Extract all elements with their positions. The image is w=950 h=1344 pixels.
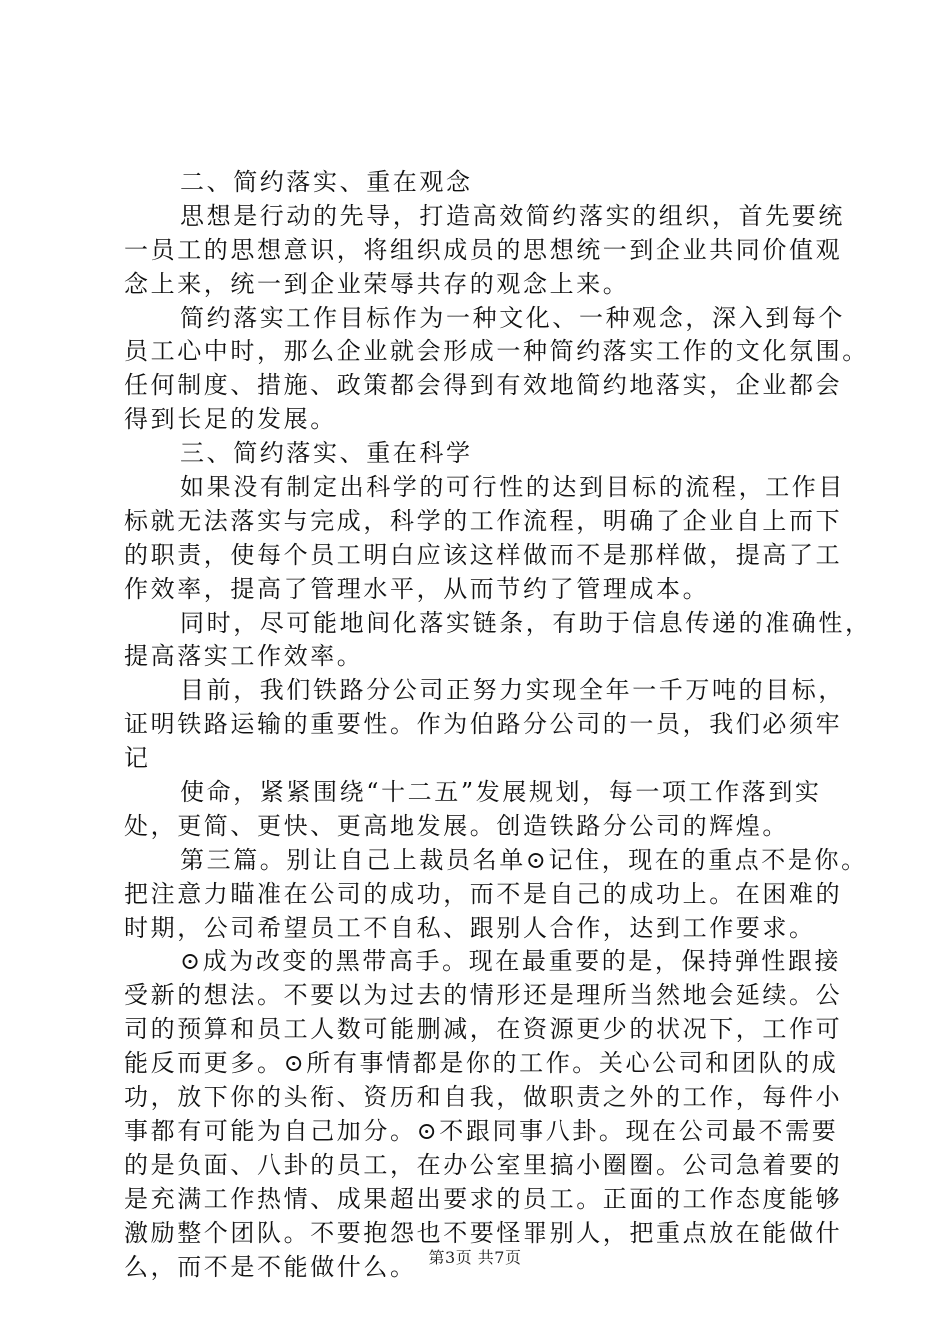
paragraph-line: 一员工的思想意识，将组织成员的思想统一到企业共同价值观: [124, 235, 843, 264]
paragraph-line: 把注意力瞄准在公司的成功，而不是自己的成功上。在困难的: [124, 879, 843, 908]
paragraph-line: 的是负面、八卦的员工，在办公室里搞小圈圈。公司急着要的: [124, 1150, 843, 1179]
paragraph-line: 能反而更多。⊙所有事情都是你的工作。关心公司和团队的成: [124, 1049, 839, 1078]
paragraph-line: 么，而不是不能做什么。: [124, 1252, 417, 1281]
document-body: [124, 166, 872, 1284]
paragraph-line: 时期，公司希望员工不自私、跟别人合作，达到工作要求。: [124, 913, 816, 942]
section-heading: 二、简约落实、重在观念: [180, 168, 473, 196]
paragraph-line: 事都有可能为自己加分。⊙不跟同事八卦。现在公司最不需要: [124, 1116, 839, 1145]
paragraph-line: 如果没有制定出科学的可行性的达到目标的流程，工作目: [180, 473, 845, 502]
paragraph-line: 简约落实工作目标作为一种文化、一种观念，深入到每个: [180, 303, 845, 332]
paragraph-line: 的职责，使每个员工明白应该这样做而不是那样做，提高了工: [124, 540, 843, 569]
section-heading: 三、简约落实、重在科学: [180, 439, 473, 468]
paragraph-line: 同时，尽可能地间化落实链条，有助于信息传递的准确性，: [180, 608, 872, 637]
paragraph-line: 提高落实工作效率。: [124, 642, 364, 671]
paragraph-line: ⊙成为改变的黑带高手。现在最重要的是，保持弹性跟接: [180, 947, 842, 976]
paragraph-line: 处，更简、更快、更高地发展。创造铁路分公司的辉煌。: [124, 811, 789, 840]
paragraph-line: 证明铁路运输的重要性。作为伯路分公司的一员，我们必须牢: [124, 710, 843, 739]
page-number-footer: 第3页 共7页: [428, 1248, 522, 1267]
paragraph-line: 员工心中时，那么企业就会形成一种简约落实工作的文化氛围。: [124, 337, 869, 366]
paragraph-line: 记: [124, 744, 151, 773]
paragraph-line: 得到长足的发展。: [124, 405, 337, 434]
paragraph-line: 目前，我们铁路分公司正努力实现全年一千万吨的目标，: [180, 676, 845, 705]
paragraph-line: 标就无法落实与完成，科学的工作流程，明确了企业自上而下: [124, 506, 843, 535]
paragraph-line: 念上来，统一到企业荣辱共存的观念上来。: [124, 269, 630, 298]
paragraph-line: 使命，紧紧围绕“十二五”发展规划，每一项工作落到实: [180, 778, 822, 807]
paragraph-line: 司的预算和员工人数可能删减，在资源更少的状况下，工作可: [124, 1015, 843, 1044]
paragraph-line: 受新的想法。不要以为过去的情形还是理所当然地会延续。公: [124, 981, 843, 1010]
paragraph-line: 思想是行动的先导，打造高效简约落实的组织，首先要统: [180, 201, 845, 230]
paragraph-line: 是充满工作热情、成果超出要求的员工。正面的工作态度能够: [124, 1184, 843, 1213]
paragraph-line: 第三篇。别让自己上裁员名单⊙记住，现在的重点不是你。: [180, 845, 868, 874]
paragraph-line: 激励整个团队。不要抱怨也不要怪罪别人，把重点放在能做什: [124, 1218, 843, 1247]
paragraph-line: 任何制度、措施、政策都会得到有效地简约地落实，企业都会: [124, 371, 843, 400]
paragraph-line: 功，放下你的头衔、资历和自我，做职责之外的工作，每件小: [124, 1083, 843, 1112]
paragraph-line: 作效率，提高了管理水平，从而节约了管理成本。: [124, 574, 710, 603]
